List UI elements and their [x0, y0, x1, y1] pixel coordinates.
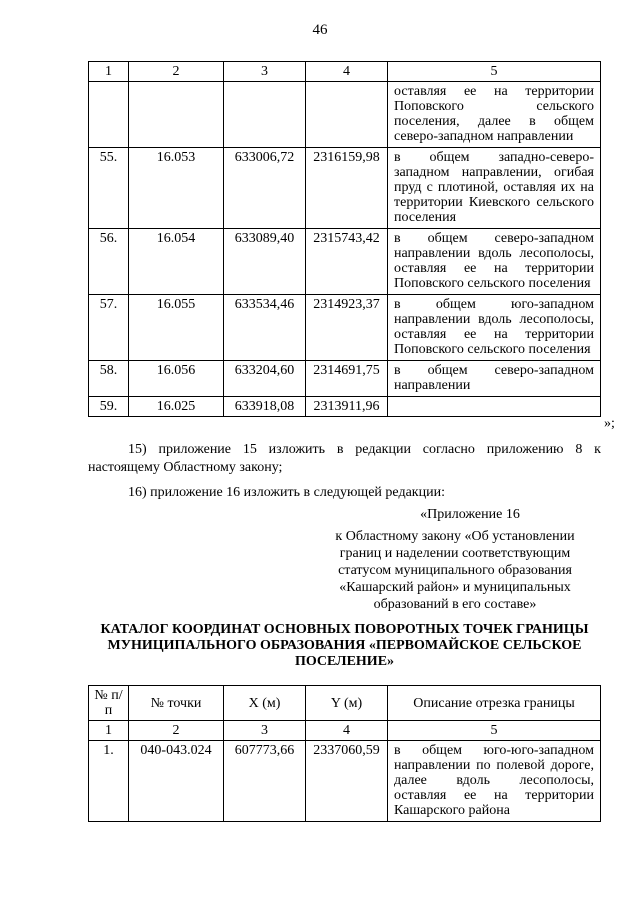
header-cell: 5: [388, 62, 601, 82]
table-row: [89, 295, 601, 361]
column-number: 4: [306, 721, 388, 741]
x-coordinate: 607773,66: [224, 741, 306, 822]
segment-description: в общем северо-западном направлении вдоль лесополосы, оставляя ее на территории Поповского сельского поселения: [388, 229, 601, 295]
segment-description: [388, 397, 601, 417]
closing-quote-mark: »;: [604, 416, 615, 431]
point-number: 16.055: [129, 295, 224, 361]
header-cell: № точки: [129, 686, 224, 721]
y-coordinate: 2314923,37: [306, 295, 388, 361]
point-number: 16.025: [129, 397, 224, 417]
x-coordinate: 633204,60: [224, 361, 306, 397]
y-coordinate: 2315743,42: [306, 229, 388, 295]
table-row: [89, 229, 601, 295]
header-cell: № п/п: [89, 686, 129, 721]
header-cell: Y (м): [306, 686, 388, 721]
row-number: 58.: [89, 361, 129, 397]
row-number: 1.: [89, 741, 129, 822]
coordinates-table-continued: [88, 61, 601, 417]
x-coordinate: 633534,46: [224, 295, 306, 361]
header-cell: Описание отрезка границы: [388, 686, 601, 721]
point-number: [129, 82, 224, 148]
paragraph-16: 16) приложение 16 изложить в следующей редакции:: [128, 485, 445, 500]
point-number: 16.054: [129, 229, 224, 295]
table-header-row: [89, 686, 601, 721]
point-number: 16.056: [129, 361, 224, 397]
point-number: 16.053: [129, 148, 224, 229]
y-coordinate: 2337060,59: [306, 741, 388, 822]
point-number: 040-043.024: [129, 741, 224, 822]
appendix-title: «Приложение 16: [420, 507, 520, 522]
row-number: 55.: [89, 148, 129, 229]
table-row: [89, 148, 601, 229]
segment-description: в общем юго-юго-западном направлении по полевой дороге, далее вдоль лесополосы, оставляя ее на территории Кашарского района: [388, 741, 601, 822]
header-cell: 1: [89, 62, 129, 82]
header-cell: 3: [224, 62, 306, 82]
column-number: 3: [224, 721, 306, 741]
coordinates-table: [88, 685, 601, 822]
x-coordinate: 633089,40: [224, 229, 306, 295]
x-coordinate: 633918,08: [224, 397, 306, 417]
segment-description: в общем западно-северо-западном направлении, огибая пруд с плотиной, оставляя их на территории Киевского сельского поселения: [388, 148, 601, 229]
column-number: 1: [89, 721, 129, 741]
y-coordinate: 2314691,75: [306, 361, 388, 397]
header-cell: X (м): [224, 686, 306, 721]
table-row: [89, 741, 601, 822]
header-cell: 2: [129, 62, 224, 82]
segment-description: в общем северо-западном направлении: [388, 361, 601, 397]
segment-description: оставляя ее на территории Поповского сельского поселения, далее в общем северо-западном направлении: [388, 82, 601, 148]
table-row: [89, 82, 601, 148]
row-number: 59.: [89, 397, 129, 417]
column-number: 5: [388, 721, 601, 741]
column-number: 2: [129, 721, 224, 741]
catalog-title: КАТАЛОГ КООРДИНАТ ОСНОВНЫХ ПОВОРОТНЫХ ТОЧЕК ГРАНИЦЫ МУНИЦИПАЛЬНОГО ОБРАЗОВАНИЯ «ПЕРВОМАЙСКОЕ СЕЛЬСКОЕ ПОСЕЛЕНИЕ»: [100, 622, 589, 669]
page-number: 46: [312, 22, 328, 38]
segment-description: в общем юго-западном направлении вдоль лесополосы, оставляя ее на территории Поповского сельского поселения: [388, 295, 601, 361]
y-coordinate: 2316159,98: [306, 148, 388, 229]
table-row: [89, 397, 601, 417]
column-number-row: [89, 721, 601, 741]
x-coordinate: 633006,72: [224, 148, 306, 229]
header-cell: 4: [306, 62, 388, 82]
y-coordinate: [306, 82, 388, 148]
y-coordinate: 2313911,96: [306, 397, 388, 417]
table-header-row: [89, 62, 601, 82]
table-row: [89, 361, 601, 397]
paragraph-15: 15) приложение 15 изложить в редакции согласно приложению 8 к настоящему Областному закону;: [88, 442, 601, 475]
appendix-body: к Областному закону «Об установлении границ и наделении соответствующим статусом муниципального образования «Кашарский район» и муниципальных образований в его составе»: [335, 529, 575, 612]
row-number: 57.: [89, 295, 129, 361]
row-number: [89, 82, 129, 148]
x-coordinate: [224, 82, 306, 148]
row-number: 56.: [89, 229, 129, 295]
